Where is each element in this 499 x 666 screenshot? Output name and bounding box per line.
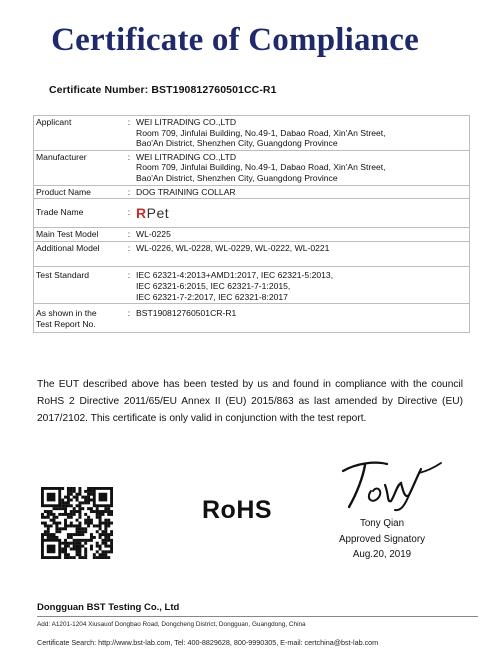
- table-row: [34, 304, 470, 333]
- certificate-number-label: Certificate Number:: [49, 84, 149, 96]
- applicant-value: [133, 116, 470, 151]
- trade-name-logo: RPet: [136, 205, 170, 222]
- signatory-role: Approved Signatory: [338, 533, 426, 545]
- table-row: [34, 116, 470, 151]
- manufacturer-name: WEI LITRADING CO.,LTD: [136, 151, 237, 162]
- colon: :: [125, 228, 133, 242]
- test-standard-line3: IEC 62321-7-2:2017, IEC 62321-8:2017: [136, 291, 288, 302]
- manufacturer-label: Manufacturer: [34, 150, 126, 185]
- colon: :: [125, 116, 133, 151]
- issuer-company: Dongguan BST Testing Co., Ltd: [37, 602, 180, 613]
- colon: :: [125, 150, 133, 185]
- colon: :: [125, 185, 133, 199]
- test-standard-line1: IEC 62321-4:2013+AMD1:2017, IEC 62321-5:2013,: [136, 270, 334, 281]
- table-row: [34, 228, 470, 242]
- product-name-label: Product Name: [34, 185, 126, 199]
- signatory-name: Tony Qian: [359, 518, 405, 529]
- product-name-value: DOG TRAINING COLLAR: [133, 185, 470, 199]
- test-report-number: BST190812760501CR-R1: [133, 304, 470, 333]
- table-row: [34, 267, 470, 304]
- issuer-address: Add: A1201-1204 Xiusauof Dongbao Road, Dongcheng District, Dongguan, Guangdong, China: [37, 621, 306, 628]
- applicant-label: Applicant: [34, 116, 126, 151]
- signature-date: Aug.20, 2019: [352, 549, 412, 560]
- table-row: [34, 185, 470, 199]
- applicant-address-line2: Bao'An District, Shenzhen City, Guangdong Province: [136, 138, 338, 149]
- trade-name-value: [133, 199, 470, 228]
- certificate-number-line: [49, 84, 277, 96]
- compliance-statement: The EUT described above has been tested by us and found in compliance with the council RoHS 2 Directive 2011/65/EU Annex II (EU) 2015/863 as last amended by Directive (EU) 2017/2102. This certificate is only valid in conjunction with the test report.: [37, 379, 463, 425]
- signature-image: [335, 455, 445, 513]
- test-standard-value: [133, 267, 470, 304]
- manufacturer-address-line1: Room 709, Jinfulai Building, No.49-1, Dabao Road, Xin'An Street,: [136, 162, 386, 173]
- certificate-title: Certificate of Compliance: [51, 22, 419, 58]
- certificate-details-table: [33, 115, 470, 333]
- manufacturer-address-line2: Bao'An District, Shenzhen City, Guangdong Province: [136, 172, 338, 183]
- additional-model-value: WL-0226, WL-0228, WL-0229, WL-0222, WL-0221: [133, 241, 470, 267]
- additional-model-label: Additional Model: [34, 241, 126, 267]
- test-standard-line2: IEC 62321-6:2015, IEC 62321-7-1:2015,: [136, 280, 291, 291]
- trade-name-label: Trade Name: [34, 199, 126, 228]
- main-test-model-value: WL-0225: [133, 228, 470, 242]
- table-row: [34, 150, 470, 185]
- applicant-name: WEI LITRADING CO.,LTD: [136, 117, 237, 127]
- qr-code-icon: [41, 487, 113, 559]
- manufacturer-value: [133, 150, 470, 185]
- colon: :: [125, 267, 133, 304]
- colon: :: [125, 241, 133, 267]
- test-report-label: As shown in the Test Report No.: [34, 304, 126, 333]
- rohs-mark: RoHS: [202, 496, 273, 524]
- applicant-address-line1: Room 709, Jinfulai Building, No.49-1, Dabao Road, Xin'An Street,: [136, 127, 386, 138]
- signatory-block: [322, 516, 442, 563]
- footer-divider: [37, 616, 478, 617]
- certificate-number-value: BST190812760501CC-R1: [151, 84, 277, 96]
- colon: :: [125, 199, 133, 228]
- table-row: [34, 241, 470, 267]
- main-test-model-label: Main Test Model: [34, 228, 126, 242]
- colon: :: [125, 304, 133, 333]
- test-standard-label: Test Standard: [34, 267, 126, 304]
- table-row: [34, 199, 470, 228]
- certificate-search-info: Certificate Search: http://www.bst-lab.com, Tel: 400-8829628, 800-9990305, E-mail: certchina@bst-lab.com: [37, 638, 379, 647]
